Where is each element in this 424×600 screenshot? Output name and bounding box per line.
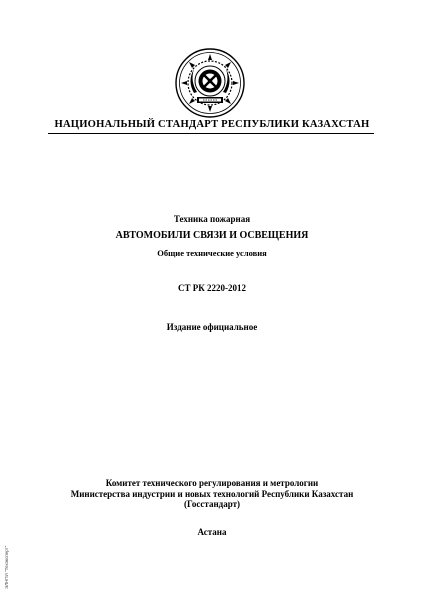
document-title: АВТОМОБИЛИ СВЯЗИ И ОСВЕЩЕНИЯ (115, 230, 309, 241)
document-code: СТ РК 2220-2012 (177, 283, 247, 293)
kazakhstan-state-emblem-icon (175, 48, 245, 118)
issuer-line: Министерства индустрии и новых технологий Республики Казахстан (70, 488, 354, 499)
header-rule (48, 133, 374, 134)
issuer-line: (Госстандарт) (184, 499, 240, 509)
issuer-block (0, 478, 424, 510)
side-note: ЭЛНПИ "Техэксперт" (4, 545, 9, 589)
document-category: Техника пожарная (173, 214, 251, 224)
header-title: НАЦИОНАЛЬНЫЙ СТАНДАРТ РЕСПУБЛИКИ КАЗАХСТАН (54, 119, 370, 130)
issuer-line: Комитет технического регулирования и метрологии (105, 478, 319, 488)
document-edition: Издание официальное (166, 322, 258, 332)
issuer-city: Астана (197, 527, 227, 537)
document-subtitle: Общие технические условия (157, 248, 267, 258)
